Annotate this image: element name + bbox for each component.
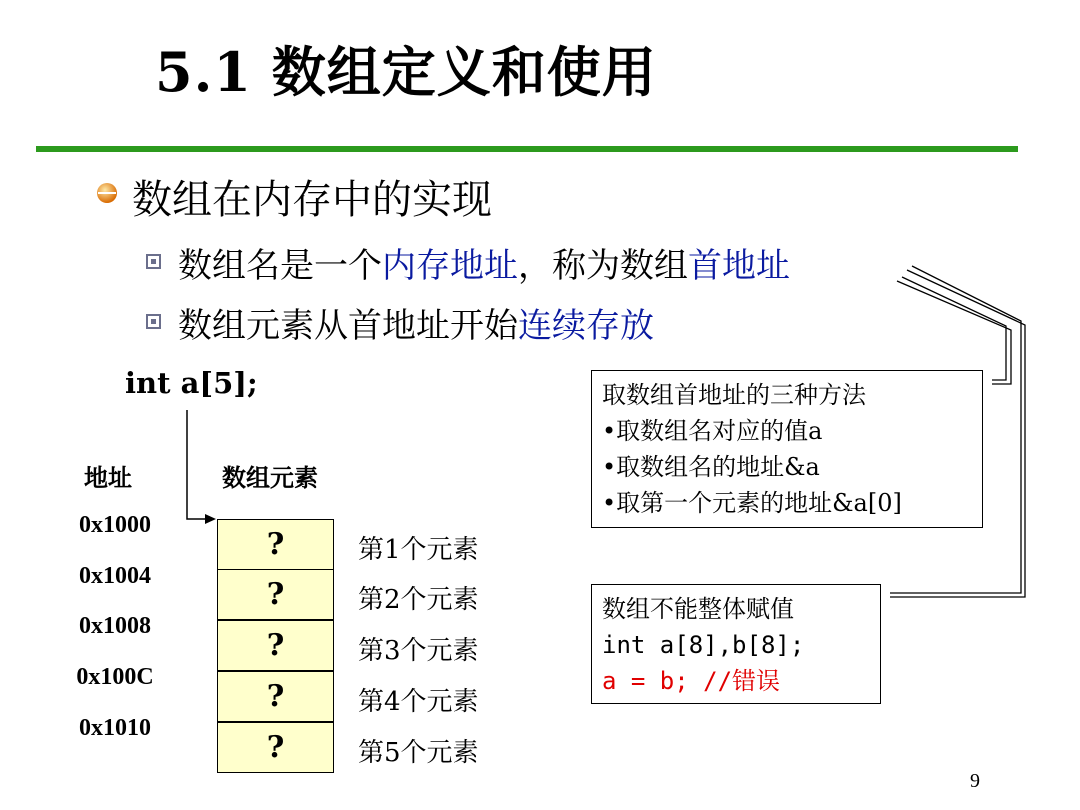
element-label-0: 第1个元素 <box>358 535 479 565</box>
declaration-arrow-line <box>187 410 208 519</box>
slide-title: 5.1 数组定义和使用 <box>155 40 657 104</box>
assignment-box-code: int a[8],b[8]; <box>602 631 805 659</box>
methods-box-item-1: •取数组名的地址&a <box>602 453 820 481</box>
callout-line-methods-outer <box>897 281 1011 384</box>
section-heading: 数组在内存中的实现 <box>132 177 492 223</box>
array-declaration: int a[5]; <box>125 366 258 400</box>
element-header: 数组元素 <box>222 463 318 492</box>
address-0: 0x1000 <box>79 512 151 538</box>
methods-box-title: 取数组首地址的三种方法 <box>602 381 866 409</box>
assignment-box-error-code: a = b; //错误 <box>602 667 781 695</box>
bullet-2-text: 数组元素从首地址开始 <box>178 306 518 346</box>
methods-box-item-2: •取第一个元素的地址&a[0] <box>602 489 902 517</box>
bullet-2-highlight: 连续存放 <box>518 306 654 346</box>
address-3: 0x100C <box>76 664 154 690</box>
address-2: 0x1008 <box>79 613 151 639</box>
memory-cell-3: ? <box>217 671 334 722</box>
address-4: 0x1010 <box>79 715 151 741</box>
methods-box-item-0: •取数组名对应的值a <box>602 417 823 445</box>
bullet-1-text: 数组名是一个 <box>178 246 382 286</box>
element-label-2: 第3个元素 <box>358 636 479 666</box>
memory-cell-0: ? <box>217 519 334 570</box>
element-label-4: 第5个元素 <box>358 738 479 768</box>
memory-cell-4: ? <box>217 722 334 773</box>
bullet-1-mid: ，称为数组 <box>518 246 688 286</box>
page-number: 9 <box>970 770 980 792</box>
memory-cell-2: ? <box>217 620 334 671</box>
bullet-1-highlight-1: 内存地址 <box>382 246 518 286</box>
address-1: 0x1004 <box>79 563 151 589</box>
bullet-1-highlight-2: 首地址 <box>688 246 790 286</box>
arrow-head-icon <box>205 514 216 524</box>
callout-line-assign-outer <box>890 270 1025 597</box>
element-label-3: 第4个元素 <box>358 687 479 717</box>
memory-cell-1: ? <box>217 569 334 620</box>
address-header: 地址 <box>84 463 132 492</box>
assignment-box-title: 数组不能整体赋值 <box>602 595 794 623</box>
callout-line-assign-inner <box>890 266 1021 593</box>
element-label-1: 第2个元素 <box>358 585 479 615</box>
